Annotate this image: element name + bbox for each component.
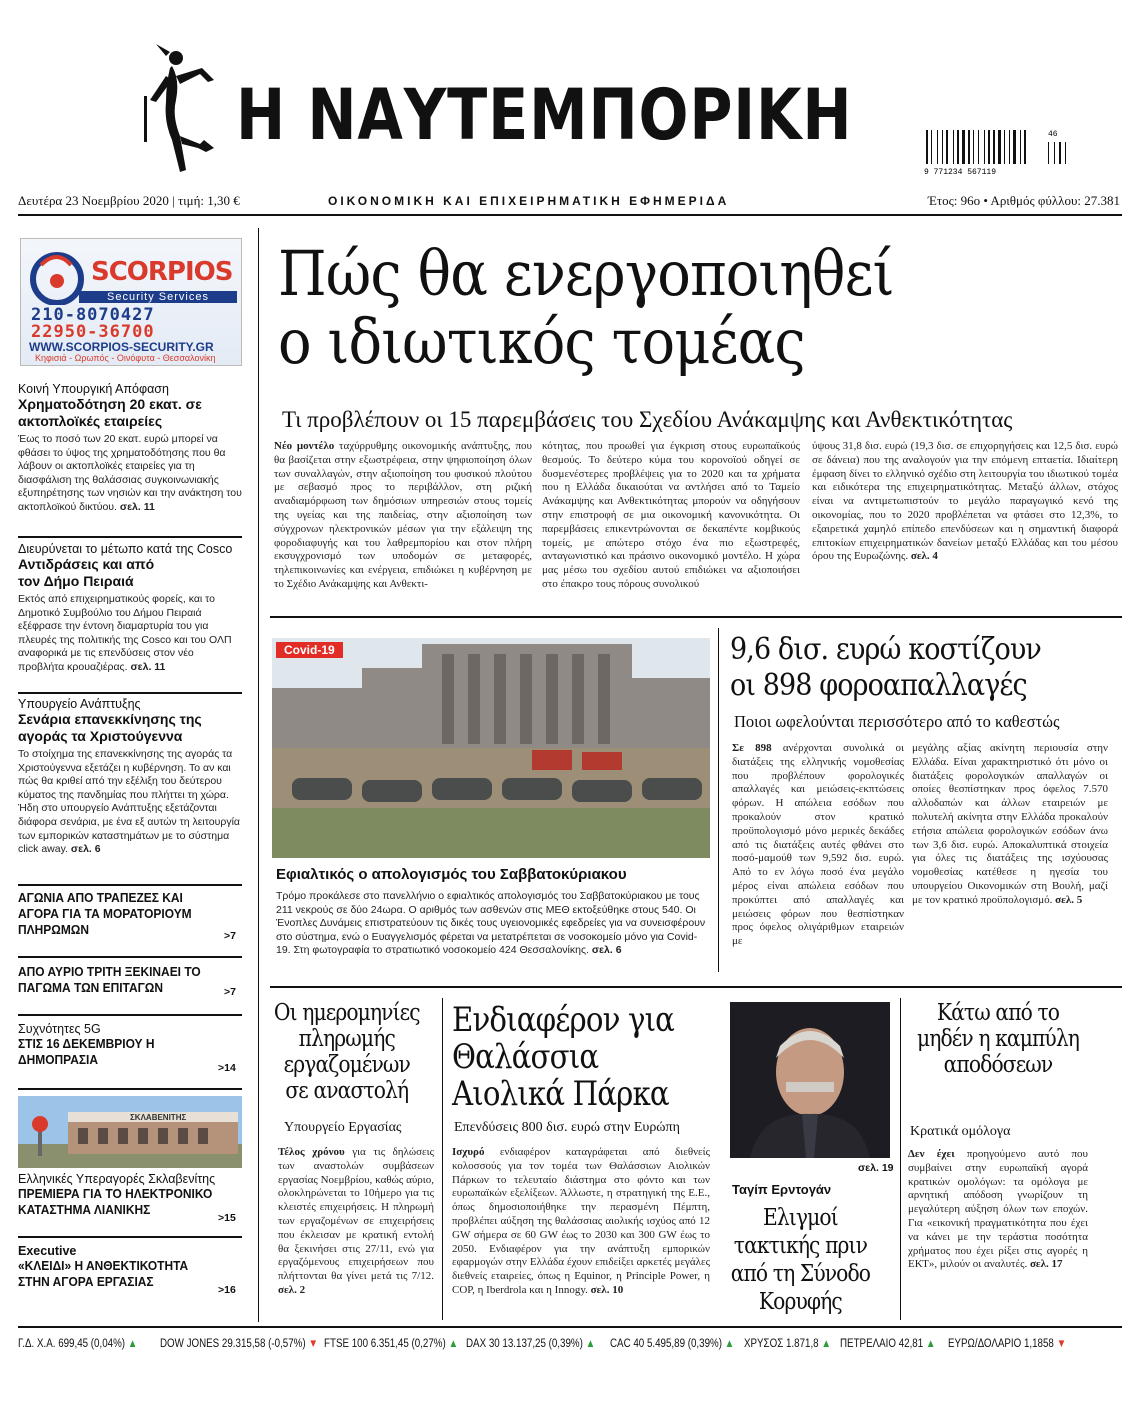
lede: Σε 898 <box>732 742 772 754</box>
section-rule <box>270 616 1122 618</box>
promo-text[interactable]: «ΚΛΕΙΔΙ» Η ΑΝΘΕΚΤΙΚΟΤΗΤΑ ΣΤΗΝ ΑΓΟΡΑ ΕΡΓΑΣΙΑΣ <box>18 1258 189 1289</box>
page-ref: σελ. 19 <box>858 1162 894 1174</box>
divider <box>18 1236 242 1238</box>
divider <box>18 692 242 694</box>
ticker-item-dow: DOW JONES 29.315,58 (-0,57%) ▼ <box>160 1338 319 1350</box>
ticker-item-oil: ΠΕΤΡΕΛΑΙΟ 42,81 ▲ <box>840 1338 936 1350</box>
promo-text[interactable]: ΑΓΩΝΙΑ ΑΠΟ ΤΡΑΠΕΖΕΣ ΚΑΙ ΑΓΟΡΑ ΓΙΑ ΤΑ ΜΟΡΑΤΟΡΙΟΥΜ ΠΛΗΡΩΜΩΝ <box>18 890 192 937</box>
bonds-kicker: Κρατικά ομόλογα <box>910 1124 1011 1139</box>
column-divider <box>718 628 719 972</box>
page-ref: >7 <box>224 930 236 942</box>
page-ref: >7 <box>224 986 236 998</box>
page-ref: σελ. 11 <box>119 500 155 513</box>
store-sign: ΣΚΛΑΒΕΝΙΤΗΣ <box>130 1113 187 1122</box>
ticker-item-dax: DAX 30 13.137,25 (0,39%) ▲ <box>466 1338 596 1350</box>
sidebar-story-ferries[interactable] <box>18 382 242 515</box>
ad-url[interactable]: WWW.SCORPIOS-SECURITY.GR <box>29 340 214 354</box>
lede: Νέο μοντέλο <box>274 440 335 452</box>
ad-brand: SCORPIOS <box>91 257 233 287</box>
sidebar-story-christmas-market[interactable] <box>18 697 242 857</box>
photo-story-headline[interactable]: Εφιαλτικός ο απολογισμός του Σαββατοκύριακου <box>276 866 627 883</box>
triangle-up-icon: ▲ <box>925 1338 936 1350</box>
lede: Ισχυρό <box>452 1146 485 1158</box>
story-kicker: Υπουργείο Ανάπτυξης <box>18 697 141 711</box>
tax-deck: Ποιοι ωφελούνται περισσότερο από το καθεστώς <box>734 712 1060 731</box>
ad-phone-1: 210-8070427 <box>31 305 155 325</box>
photo-story-body: Τρόμο προκάλεσε στο πανελλήνιο ο εφιαλτικός απολογισμός του Σαββατοκύριακου με τους 211 νεκρούς σε δύο 24ωρα. Ο αριθμός των ασθενών στις ΜΕΘ εκτοξεύθηκε στους 540. Οι Ένοπλες Δυνάμεις επιστρατεύουν τις δικές τους υγειονομικές εφεδρείες για να συνεισφέρουν στο σύστημα, ενώ ο Ευαγγελισμός φέρεται να μετατρέπεται σε νοσοκομείο μόνο για Covid-19. Στη φωτογραφία το στρατιωτικό νοσοκομείο 424 Θεσσαλονίκης. σελ. 6 <box>276 890 706 957</box>
barcode <box>924 128 1074 176</box>
lead-headline[interactable]: Πώς θα ενεργοποιηθεί ο ιδιωτικός τομέας <box>278 237 894 378</box>
ticker-item-cac: CAC 40 5.495,89 (0,39%) ▲ <box>610 1338 735 1350</box>
lead-deck: Τι προβλέπουν οι 15 παρεμβάσεις του Σχεδίου Ανάκαμψης και Ανθεκτικότητας <box>282 407 1013 432</box>
triangle-down-icon: ▼ <box>1056 1338 1067 1350</box>
military-hospital-photo <box>272 638 710 858</box>
promo-kicker: Ελληνικές Υπεραγορές Σκλαβενίτης <box>18 1172 216 1186</box>
covid-label: Covid-19 <box>276 642 343 658</box>
lead-column-1: Νέο μοντέλο ταχύρρυθμης οικονομικής ανάπτυξης, που θα βασίζεται στην εξωστρέφεια, στην ψηφιοποίηση όλων των συναλλαγών, στην αξιοποίηση του φυσικού πλούτου με σεβασμό προς το περιβάλλον, στη ριζική αναδιαμόρφωση των δημόσιων υπηρεσιών στους τομείς της υγείας και της παιδείας, στην αξιοποίηση των σύγχρονων ηλεκτρονικών μέσων για την εξάλειψη της φοροδιαφυγής και του λαθρεμπορίου και στον πλήρη εκσυγχρονισμό των υποδομών σε μεταφορές, τηλεπικοινωνίες και ενέργεια, επιδιώκει η κυβέρνηση με το Σχέδιο Ανάκαμψης και Ανθεκτι- <box>274 440 533 590</box>
wind-headline[interactable]: Ενδιαφέρον για Θαλάσσια Αιολικά Πάρκα <box>452 1000 675 1114</box>
dateline: Δευτέρα 23 Νοεμβρίου 2020 | τιμή: 1,30 € <box>18 193 240 208</box>
page-ref: σελ. 5 <box>1055 893 1083 906</box>
story-headline[interactable]: Σενάρια επανεκκίνησης της αγοράς τα Χριστούγεννα <box>18 711 202 744</box>
barcode-issue: 46 <box>1048 130 1058 139</box>
masthead-title: Η ΝΑΥΤΕΜΠΟΡΙΚΗ <box>236 74 853 156</box>
page-ref: σελ. 2 <box>278 1283 306 1296</box>
promo-checks-freeze[interactable] <box>18 964 242 996</box>
story-headline[interactable]: Αντιδράσεις και από τον Δήμο Πειραιά <box>18 556 155 589</box>
sklavenitis-photo <box>18 1096 242 1168</box>
promo-5g[interactable] <box>18 1022 242 1074</box>
promo-moratorium[interactable] <box>18 890 242 942</box>
ticker-item-gold: ΧΡΥΣΟΣ 1.871,8 ▲ <box>744 1338 832 1350</box>
promo-text[interactable]: ΣΤΙΣ 16 ΔΕΚΕΜΒΡΙΟΥ Η ΔΗΜΟΠΡΑΣΙΑ <box>18 1036 155 1067</box>
page-ref: σελ. 17 <box>1029 1258 1063 1271</box>
story-kicker: Κοινή Υπουργική Απόφαση <box>18 382 169 396</box>
labor-body: Τέλος χρόνου για τις δηλώσεις των αναστολών συμβάσεων εργασίας Νοεμβρίου, καθώς αύριο, ολοκληρώνεται το 10ήμερο για τις κλειστές επιχειρήσεις. Η πληρωμή των εργαζομένων σε επιχειρήσεις που έκλεισαν με κρατική εντολή θα ξεκινήσει στις 27/11, ενώ για εργαζόμενους επιχειρήσεων που πλήττονται θα γίνει μετά τις 7/12. σελ. 2 <box>278 1146 434 1296</box>
page-ref: σελ. 6 <box>591 944 622 957</box>
column-divider <box>900 998 901 1320</box>
story-body: Έως το ποσό των 20 εκατ. ευρώ μπορεί να φθάσει το ύψος της χρηματοδότησης που θα λάβουν οι ακτοπλοϊκές εταιρείες για τη διασφάλιση της θαλάσσιας συγκοινωνιακής εξυπηρέτησης των νησιών και την ανάκτηση του ακτοπλοϊκού δικτύου. σελ. 11 <box>18 433 242 513</box>
lead-column-3: ύψους 31,8 δισ. ευρώ (19,3 δισ. σε επιχορηγήσεις και 12,5 δισ. ευρώ σε δάνεια) που της αναλογούν για την επόμενη επταετία. Ιδιαίτερη έμφαση δίνει το ελληνικό σχέδιο στη λειτουργία του ιδιωτικού τομέα και ειδικότερα της επιχειρηματικότητας. Μεταξύ άλλων, στόχος είναι να αντιμετωπιστούν το μεγάλο παραγωγικό κενό της οικονομίας, που το 2020 προβλέπεται να φτάσει στο 12,3%, το εξαιρετικά χαμηλό επίπεδο επενδύσεων και η σημαντική διαφορά επιτοκίων επιχειρηματικών δανείων μεταξύ Ελλάδας και του μέσου όρου της Ευρωζώνης. σελ. 4 <box>812 440 1118 563</box>
promo-executive[interactable] <box>18 1244 242 1296</box>
erdogan-photo <box>730 1002 890 1158</box>
section-rule <box>270 986 1122 988</box>
triangle-up-icon: ▲ <box>448 1338 459 1350</box>
ticker-item-ftse: FTSE 100 6.351,45 (0,27%) ▲ <box>324 1338 459 1350</box>
masthead-rule <box>18 214 1122 216</box>
wind-kicker: Επενδύσεις 800 δισ. ευρώ στην Ευρώπη <box>454 1120 680 1135</box>
ad-phone-2: 22950-36700 <box>31 322 155 342</box>
scorpion-icon <box>27 245 85 305</box>
ad-subtitle: Security Services <box>79 291 237 303</box>
triangle-up-icon: ▲ <box>127 1338 138 1350</box>
story-body: Το στοίχημα της επανεκκίνησης της αγοράς τα Χριστούγεννα εξετάζει η κυβέρνηση. Το αν και πώς θα κριθεί από την εξέλιξη του δεύτερου κύματος της πανδημίας που πλήττει τη χώρα. Ήδη στο υπουργείο Ανάπτυξης εξετάζονται διάφορα σενάρια, με ένα εξ αυτών τη λειτουργία των εμπορικών καταστημάτων με το σύστημα click away. σελ. 6 <box>18 748 240 856</box>
barcode-digits: 9 771234 567119 <box>924 168 997 176</box>
issue-number: Έτος: 96ο • Αριθμός φύλλου: 27.381 <box>927 193 1120 208</box>
hermes-figure-icon <box>136 40 226 180</box>
bonds-headline[interactable]: Κάτω από το μηδέν η καμπύλη αποδόσεων <box>916 1000 1080 1078</box>
page-ref: σελ. 6 <box>70 843 101 856</box>
triangle-up-icon: ▲ <box>585 1338 596 1350</box>
divider <box>18 1014 242 1016</box>
promo-kicker: Συχνότητες 5G <box>18 1022 101 1036</box>
lede: Δεν έχει <box>908 1148 955 1160</box>
story-headline[interactable]: Χρηματοδότηση 20 εκατ. σε ακτοπλοϊκές εταιρείες <box>18 396 202 429</box>
page-ref: >14 <box>218 1062 236 1074</box>
promo-sklavenitis[interactable] <box>18 1172 242 1224</box>
divider <box>18 1088 242 1090</box>
triangle-down-icon: ▼ <box>308 1338 319 1350</box>
tax-column-1: Σε 898 ανέρχονται συνολικά οι διατάξεις της ελληνικής νομοθεσίας που προβλέπουν φορολογικές απαλλαγές και μειώσεις-εκπτώσεις φόρων. Η απώλεια εσόδων που προκαλούν στον κρατικό προϋπολογισμό μόνο μερικές δεκάδες από τις διατάξεις αυτές φθάνει στο ποσό-μαμούθ των 9,592 δισ. ευρώ. Από το εν λόγω ποσό ένα μεγάλο μέρος είναι απώλεια εσόδων που προκύπτει από απαλλαγές και μειώσεις φόρων που θεσπίστηκαν προς όφελος ολιγάριθμων εταιρειών με <box>732 742 904 948</box>
market-ticker <box>18 1332 1122 1358</box>
labor-headline[interactable]: Οι ημερομηνίες πληρωμής εργαζομένων σε αναστολή <box>273 1000 420 1104</box>
page-ref: >15 <box>218 1212 236 1224</box>
page-ref: σελ. 11 <box>130 660 166 673</box>
ticker-rule <box>18 1326 1122 1328</box>
divider <box>18 536 242 538</box>
column-divider <box>442 998 443 1320</box>
wind-body: Ισχυρό ενδιαφέρον καταγράφεται από διεθνείς κολοσσούς για τον τομέα των Θαλάσσιων Αιολικών Πάρκων το τελευταίο διάστημα στο φόντο και των ευρωπαϊκών εξελίξεων. Άλλωστε, η στρατηγική της Ε.Ε., όπως δημοσιοποιήθηκε την περασμένη Πέμπτη, προβλέπει αύξηση της θαλάσσιας αιολικής ισχύος από 12 GW σήμερα σε 60 GW έως το 2030 και 300 GW έως το 2050. Ενδιαφέρον για την ανάπτυξη εμπορικών εφαρμογών στην Ελλάδα έχουν επιδείξει αρκετές μεγάλες διεθνείς εταιρείες, όπως η Equinor, η Principle Power, η COP, η Iberdrola και η Innogy. σελ. 10 <box>452 1146 710 1296</box>
ad-locations: Κηφισιά - Ωρωπός - Οινόφυτα - Θεσσαλονίκη <box>35 353 216 363</box>
lead-column-2: κότητας, που προωθεί για έγκριση στους ευρωπαϊκούς θεσμούς. Το δεύτερο κύμα του κορονοϊού οδηγεί σε δυσμενέστερες προβλέψεις για το 2020 και τα χρήματα που η Ελλάδα δικαιούται να αντλήσει από το Ταμείο Ανάκαμψης και Ανθεκτικότητας μπορούν να οδηγήσουν στην επιστροφή σε μια οικονομική κανονικότητα. Οι παρεμβάσεις επικεντρώνονται σε δεκαπέντε κομβικούς τομείς, με απώτερο στόχο ένα πιο εξωστρεφές, ανταγωνιστικό και πράσινο οικονομικό μοντέλο. Η χώρα μας μέσω του σχεδίου αυτού επιδιώκει να αξιοποιήσει στο έπακρο τους πόρους συνολικού <box>542 440 800 590</box>
labor-kicker: Υπουργείο Εργασίας <box>284 1120 402 1135</box>
erdogan-headline[interactable]: Ελιγμοί τακτικής πριν από τη Σύνοδο Κορυφής <box>730 1205 871 1315</box>
story-kicker: Διευρύνεται το μέτωπο κατά της Cosco <box>18 542 233 556</box>
triangle-up-icon: ▲ <box>724 1338 735 1350</box>
tax-column-2: μεγάλης αξίας ακίνητη περιουσία στην Ελλάδα. Είναι χαρακτηριστικό ότι μόνο οι διατάξεις φορολογικών απαλλαγών οι οποίες θεσπίστηκαν προς όφελος 7.570 αλλοδαπών και άλλων εταιρειών με πολυτελή ακίνητα στην Ελλάδα προκαλούν ετήσια απώλεια φορολογικών εσόδων άνω των 3,6 δισ. ευρώ. Αποκαλυπτικά στοιχεία για όλες τις διατάξεις της ισχύουσας νομοθεσίας κατέθεσε η ηγεσία του υπουργείου Οικονομικών στη Βουλή, μαζί με τον κρατικό προϋπολογισμό. σελ. 5 <box>912 742 1108 906</box>
bonds-body: Δεν έχει προηγούμενο αυτό που συμβαίνει στην ευρωπαϊκή αγορά κρατικών ομολόγων: τα ομόλογα με αρνητική απόδοση γνωρίζουν τη μεγαλύτερη αύξηση όλων των εποχών. Για «εικονική πραγματικότητα που έχει να κάνει με την τεράστια ποσότητα χρήματος που έχει ρίξει στις αγορές η ΕΚΤ», μιλούν οι αναλυτές. σελ. 17 <box>908 1148 1088 1271</box>
story-body: Εκτός από επιχειρηματικούς φορείς, και το Δημοτικό Συμβούλιο του Δήμου Πειραιά εξέφρασε την έντονη διαμαρτυρία του για πλευρές της πολιτικής της Cosco και του ΟΛΠ αναφορικά με τις επενδύσεις στον νέο προβλήτα κρουαζιέρας. σελ. 11 <box>18 593 232 673</box>
promo-text[interactable]: ΠΡΕΜΙΕΡΑ ΓΙΑ ΤΟ ΗΛΕΚΤΡΟΝΙΚΟ ΚΑΤΑΣΤΗΜΑ ΛΙΑΝΙΚΗΣ <box>18 1186 213 1217</box>
tax-headline[interactable]: 9,6 δισ. ευρώ κοστίζουν οι 898 φοροαπαλλαγές <box>730 632 1041 703</box>
erdogan-label: Ταγίπ Ερντογάν <box>732 1182 832 1197</box>
promo-text[interactable]: ΑΠΟ ΑΥΡΙΟ ΤΡΙΤΗ ΞΕΚΙΝΑΕΙ ΤΟ ΠΑΓΩΜΑ ΤΩΝ ΕΠΙΤΑΓΩΝ <box>18 964 201 995</box>
page-ref: >16 <box>218 1284 236 1296</box>
sidebar-story-cosco[interactable] <box>18 542 242 675</box>
scorpios-ad[interactable] <box>20 238 242 366</box>
divider <box>18 884 242 886</box>
promo-kicker: Executive <box>18 1244 77 1258</box>
column-divider <box>258 228 259 1322</box>
ticker-item-athex: Γ.Δ. Χ.Α. 699,45 (0,04%) ▲ <box>18 1338 138 1350</box>
triangle-up-icon: ▲ <box>821 1338 832 1350</box>
tagline: ΟΙΚΟΝΟΜΙΚΗ ΚΑΙ ΕΠΙΧΕΙΡΗΜΑΤΙΚΗ ΕΦΗΜΕΡΙΔΑ <box>328 194 730 208</box>
page-ref: σελ. 10 <box>590 1283 624 1296</box>
page-ref: σελ. 4 <box>910 550 938 563</box>
lede: Τέλος χρόνου <box>278 1146 345 1158</box>
ticker-item-eurusd: ΕΥΡΩ/ΔΟΛΑΡΙΟ 1,1858 ▼ <box>948 1338 1067 1350</box>
divider <box>18 956 242 958</box>
